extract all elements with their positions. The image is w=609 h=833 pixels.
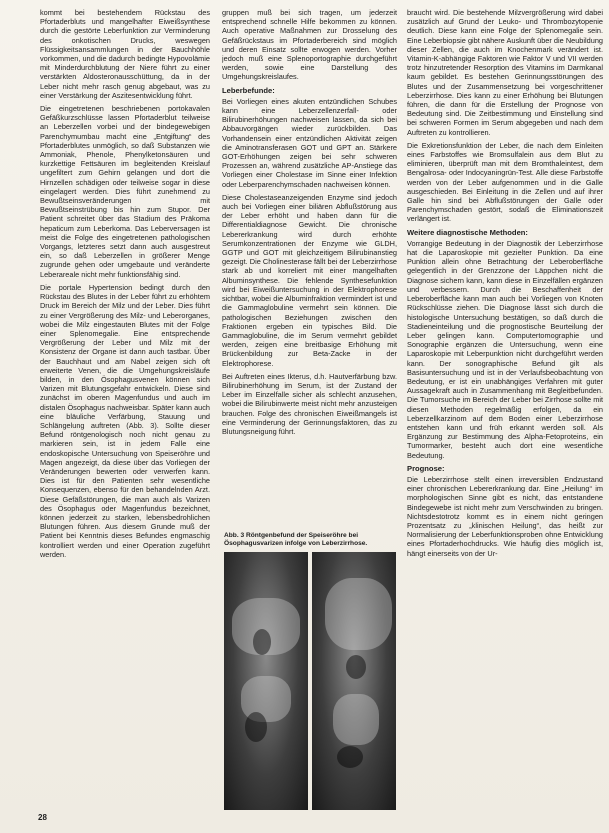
text-column-left [40,8,210,813]
text-column-middle [222,8,397,528]
xray-image-left [224,552,308,810]
paragraph: Die Leberzirrhose stellt einen irreversiblen Endzustand einer chronischen Lebererkrankung dar. Eine „Heilung“ im morphologischen Sinne gibt es nicht, das entstandene Bindegewebe ist nicht mehr zum Verschwinden zu bringen. Nichtsdestotrotz kommt es in einem nicht geringen Prozentsatz zu „klinischen Heilung“, das heißt zur Normalisierung der Leberfunktionsproben ohne Entwicklung eines Pfortaderhochdrucks. Wie häufig dies möglich ist, hängt einerseits von der Ur- [407,474,603,558]
paragraph: Vorrangige Bedeutung in der Diagnostik der Leberzirrhose hat die Laparoskopie mit gezielter Punktion. Da eine Punktion allein ohne Betrachtung der Leberoberfläche gelegentlich in der Grenzzone der Läppchen nicht die Diagnose sichern kann, kann diese in Einzelfällen ergänzen und verbessern. Durch die Beschaffenheit der Leberoberfläche kann man auch bei Vorliegen von Knoten Rückschlüsse ziehen. Die Diagnose lässt sich durch die histologische Untersuchung bestätigen, so daß durch die Stadieneinteilung und die prognostische Beurteilung der Leber gelingen kann. Computertomographie und Sonographie ergänzen die Untersuchung, wenn eine Laparoskopie mit Leberpunktion nicht durchgeführt werden kann. Der sonographische Befund gilt als Basisuntersuchung und ist in der Verlaufsbeobachtung von Bedeutung, er ist ein unabhängiges Verfahren mit guter Aussagekraft auch in Zusammenhang mit Begleitbefunden. Die Tumorsuche im Bereich der Leber bei Zirrhose sollte mit diesen Methoden regelmäßig erfolgen, da ein Leberzellkarzinom auf dem Boden einer Leberzirrhose entstehen kann und früh erkannt werden soll. Als Ergänzung zur Bestimmung des Alpha-Fetoproteins, ein Tumormarker, besteht auch dort eine wesentliche Bedeutung. [407,238,603,460]
figure-caption: Abb. 3 Röntgenbefund der Speiseröhre bei Ösophagusvarizen infolge von Leberzirrhose. [224,532,368,547]
xray-image-right [312,552,396,810]
paragraph: Bei Auftreten eines Ikterus, d.h. Hautverfärbung bzw. Bilirubinerhöhung im Serum, ist der Zustand der Leber im Einzelfalle sicher als schlecht anzusehen, wobei die Bilirubinwerte meist nicht mehr anzusteigen brauchen. Folge des chronischen Eiweißmangels ist eine Verminderung der Gerinnungsfaktoren, das zu Blutungsneigung führt. [222,371,397,436]
paragraph: Die Exkretionsfunktion der Leber, die nach dem Einleiten eines Farbstoffes wie Bromsulfalein aus dem Blut zu eliminieren, überprüft man mit dem Bromthaleintest, dem Bengalrosa- oder Indocyaningrün-Test. Alle diese Farbstoffe werden von der Leber aufgenommen und in die Galle ausgeschieden. Bei Einleitung in die Zellen und auf ihrer Galle hin sind bei Abflußstörungen der Galle oder Parenchymschaden gestört, sodaß die Eliminationszeit verlängert ist. [407,140,603,224]
paragraph: Die portale Hypertension bedingt durch den Rückstau des Blutes in der Leber führt zu erhöhtem Druck im Bereich der Milz und der Leber. Dies führt zu einer Vergrößerung des Milz- und Leberorganes, wobei die Milz eingestauten Blutes mit der Folge einer Splenomegalie. Eine entsprechende Vergrößerung der Leber und Milz mit der Konsistenz der Organe ist dann auch tastbar. Über der Bauchhaut und am Nabel zeigen sich oft erweiterte Venen, die die Umgehungskreisläufe bilden, in den Ösophagusvenen können sich Varizen mit Blutungsgefahr entwickeln. Diese sind zunächst im oberen Magenfundus und auch im distalen Ösophagus nachweisbar. Später kann auch eine bläuliche Verfärbung, Stauung und Schlängelung auftreten (Abb. 3). Sollte dieser Befund röntgenologisch noch nicht genau zu markieren sein, ist in jedem Falle eine endoskopische Untersuchung von Speiseröhre und Magen angezeigt, da diese über das Vorliegen der Veränderungen bewerten oder verwerfen kann. Dies ist für den Patienten sehr wesentliche Konsequenzen, ebenso für den behandelnden Arzt. Diese Gefäßstörungen, die man auch als Varizen des Ösophagus oder Magenfundus bezeichnet, können jederzeit zu starken, lebensbedrohlichen Blutungen führen. Aus diesem Grunde muß der Patient bei Kenntnis dieses Befundes engmaschig kontrolliert werden und einer Operation zugeführt werden. [40,282,210,559]
paragraph: braucht wird. Die bestehende Milzvergrößerung wird dabei zusätzlich auf Grund der Leuko- und Thrombozytopenie deutlich. Diese kann eine Folge der Splenomegalie sein. Eine Leberbiopsie gibt nähere Auskunft über die Neubildung dieser Zellen, die auch im Knochenmark verändert ist. Vitamin-K-abhängige Faktoren wie Faktor V und VII werden trotz hinzutretender Resorption des Vitamins im Darmkanal kaum gebildet. Es bestehen Gerinnungsstörungen des Blutes und der Zusammensetzung bei vorgeschrittener Leberzirrhose. Dies kann zu einer Erhöhung bei Blutungen führen, die dann für die Erstellung der Prognose von Bedeutung sind. Die Zeitbestimmung und Einstellung sind bei schweren Formen im Serum abgegeben und nach dem Auftreten zu kontrollieren. [407,8,603,137]
paragraph: kommt bei bestehendem Rückstau des Pfortaderbluts und mangelhafter Eiweißsynthese durch die gestörte Leberfunktion zur Verminderung des onkotischen Drucks, weswegen Flüssigkeitsansammlungen in der Bauchhöhle vorkommen, und die dadurch bedingte Hypovolämie mit Minderdurchblutung der Niere führt zu einer verstärkten Aldosteronausschüttung, da in der Leber nicht mehr rasch genug abgebaut, was zu einer Verstärkung der Aszitesentwicklung führt. [40,8,210,100]
section-heading: Leberbefunde: [222,85,275,95]
section-heading: Prognose: [407,463,445,473]
figure-images [224,552,396,810]
paragraph: gruppen muß bei sich tragen, um jederzeit entsprechend schnelle Hilfe bekommen zu können. Auch operative Maßnahmen zur Drosselung des Gefäßrückstaus im Pfortaderbereich sind möglich und deren Einsatz sollte erwogen werden. Vorher jedoch muß eine Splenoportographie durchgeführt werden, sowie eine Darstellung des Umgehungskreislaufes. [222,8,397,82]
section-heading: Weitere diagnostische Methoden: [407,227,528,237]
paragraph: Die eingetretenen beschriebenen portokavalen Gefäßkurzschlüsse lassen Pfortaderblut teilweise an Leberzellen vorbei und der bindegewebigen Parenchymumbau macht eine „Entgiftung“ des Pfortaderblutes unmöglich, so daß Substanzen wie Ammoniak, Phenole, Phenylketonsäuren und kurzkettige Fettsäuren im begleitenden Kreislauf ungefiltert zum Gehirn gelangen und dort die Hirnzellen schädigen oder teilweise sogar in diese eingelagert werden. Dies führt zunehmend zu Bewußtseinsveränderungen mit Bewußtseinstrübung bis hin zum Stupor. Der Patient schreitet über das Stadium des Präkoma hepaticum zum Leberkoma. Das Leberversagen ist meist die Folge des eingetretenen pathologischen Vorgangs, letzteres setzt dann auch ausgestreut ein, so daß Leberzellen in größerer Menge zugrunde gehen oder umgebaute und veränderte Leberareale nicht mehr funktionsfähig sind. [40,104,210,279]
paragraph: Bei Vorliegen eines akuten entzündlichen Schubes kann eine Leberzellenzerfall- oder Bilirubinerhöhungen nachweisen lassen, da sich bei Abbauvorgängen wieder zurückbilden. Das Vorhandensein einer entzündlichen Aktivität zeigen die Aminotransferasen GOT und GPT an. Stärkere GOT-Erhöhungen zeigen bei sehr schweren Prozessen an, während zusätzliche AP-Anstiege das Vorliegen einer Cholestase im Sinne einer Infektion oder Leberparenchymschaden nachweisen können. [222,96,397,189]
paragraph: Diese Cholestaseanzeigenden Enzyme sind jedoch auch bei Vorliegen einer biliären Abflußstörung aus der Leber erhöht und haben dann für die Differentialdiagnose Gewicht. Die chronische Lebererkrankung wird durch erhöhte Serumkonzentrationen der Enzyme wie GLDH, GGTP und GOT mit gleichzeitigem Bilirubinanstieg gezeigt. Die Cholinesterase fällt bei der Leberzirrhose stark ab und korreliert mit einer mangelhaften Albuminsynthese. Die fehlende Synthesefunktion wird bei Eiweißuntersuchung in der Elektrophorese sichtbar, wobei die Albuminfraktion vermindert ist und die Gammaglobuline vermehrt sein können. Die pathologischen Beziehungen zwischen den Fraktionen ergeben ein typisches Bild. Die Gammaglobuline, die im Serum vermehrt gebildet werden, zeigen eine breitbasige Erhöhung mit Brückenbildung zur Beta-Zacke in der Elektrophorese. [222,192,397,368]
figure [224,532,396,810]
text-column-right [407,8,603,824]
page-number: 28 [38,813,47,822]
